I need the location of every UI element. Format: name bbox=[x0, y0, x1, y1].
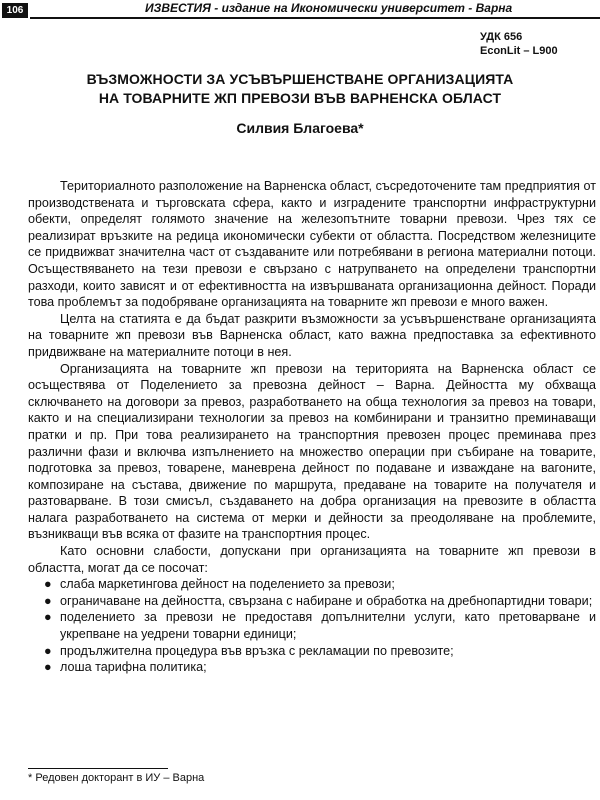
bullet-icon: ● bbox=[44, 610, 52, 625]
paragraph: Целта на статията е да бъдат разкрити възможности за усъвършенстване организацията на товарните жп превози във Варненска област, като важна предпоставка за ефективното придвижване на материалните потоци в нея. bbox=[28, 311, 596, 359]
footnote-rule bbox=[28, 768, 168, 769]
article-body bbox=[28, 178, 596, 676]
footnote: * Редовен докторант в ИУ – Варна bbox=[28, 772, 205, 784]
list-item-text: продължителна процедура във връзка с рекламации по превозите; bbox=[60, 643, 454, 658]
header-rule bbox=[30, 17, 600, 19]
list-item bbox=[28, 593, 596, 610]
running-header bbox=[0, 0, 600, 20]
classification-codes bbox=[480, 30, 600, 58]
list-item-text: ограничаване на дейността, свързана с набиране и обработка на дребнопартидни товари; bbox=[60, 593, 593, 608]
paragraph: Като основни слабости, допускани при организацията на товарните жп превози в областта, могат да се посочат: bbox=[28, 544, 596, 575]
page-number: 106 bbox=[2, 3, 28, 18]
article-title bbox=[40, 70, 560, 108]
list-item-text: слаба маркетингова дейност на поделението за превози; bbox=[60, 577, 395, 592]
list-item-text: поделението за превози не предоставя допълнителни услуги, като претоварване и укрепване на уедрени товарни единици; bbox=[60, 610, 596, 642]
bullet-icon: ● bbox=[44, 660, 52, 675]
econlit-code: EconLit – L900 bbox=[480, 45, 558, 57]
list-item bbox=[28, 609, 596, 642]
list-item bbox=[28, 643, 596, 660]
paragraph: Териториалното разположение на Варненска област, съсредоточените там предприятия от производствената и търговската сфера, както и изградените транспортни инфраструктурни обекти, определят голямото значение на железопътните товарни превози. Чрез тях се реализират връзките на редица икономически субекти от областта. Посредством железниците се придвижват значителна част от създаваните или потребявани в региона материални потоци. Осъществяването на тези превози е свързано с натрупването на определени транспортни разходи, които зависят и от ефективността на извършваната организационна дейност. Поради това проблемът за подобряване организацията на товарните жп превози е много важен. bbox=[28, 179, 596, 310]
bullet-icon: ● bbox=[44, 643, 52, 658]
paragraph: Организацията на товарните жп превози на територията на Варненска област се осъществява от Поделението за превозна дейност – Варна. Дейността му обхваща сключването на договори за превоз, разработването на обща технология за превоз на товари, както и на специализирани технологии за превоз на комбинирани и транзитно преминаващи пратки и пр. При това реализирането на транспортния превозен процес преминава през различни фази и включва изпълнението на множество операции при събиране на товарите, подготовка за превоз, товарене, маневрена дейност по подаване и изваждане на вагоните, композиране на състава, движение по маршрута, предаване на товарите на получателя и разтоварване. В този смисъл, създаването на добра организация на превозите в областта налага разработването на система от мерки и дейности за преодоляване на проблемите, възникващи във всяка от фазите на транспортния процес. bbox=[28, 361, 596, 542]
title-line-1: ВЪЗМОЖНОСТИ ЗА УСЪВЪРШЕНСТВАНЕ ОРГАНИЗАЦИЯТА bbox=[86, 71, 514, 87]
list-item bbox=[28, 576, 596, 593]
udc-code: УДК 656 bbox=[480, 31, 523, 43]
list-item bbox=[28, 659, 596, 676]
bullet-icon: ● bbox=[44, 577, 52, 592]
list-item-text: лоша тарифна политика; bbox=[60, 660, 207, 675]
journal-title: ИЗВЕСТИЯ - издание на Икономически университет - Варна bbox=[145, 1, 513, 15]
weakness-list bbox=[28, 576, 596, 676]
author-name: Силвия Благоева* bbox=[236, 120, 364, 136]
title-line-2: НА ТОВАРНИТЕ ЖП ПРЕВОЗИ ВЪВ ВАРНЕНСКА ОБЛАСТ bbox=[98, 90, 502, 106]
bullet-icon: ● bbox=[44, 593, 52, 608]
